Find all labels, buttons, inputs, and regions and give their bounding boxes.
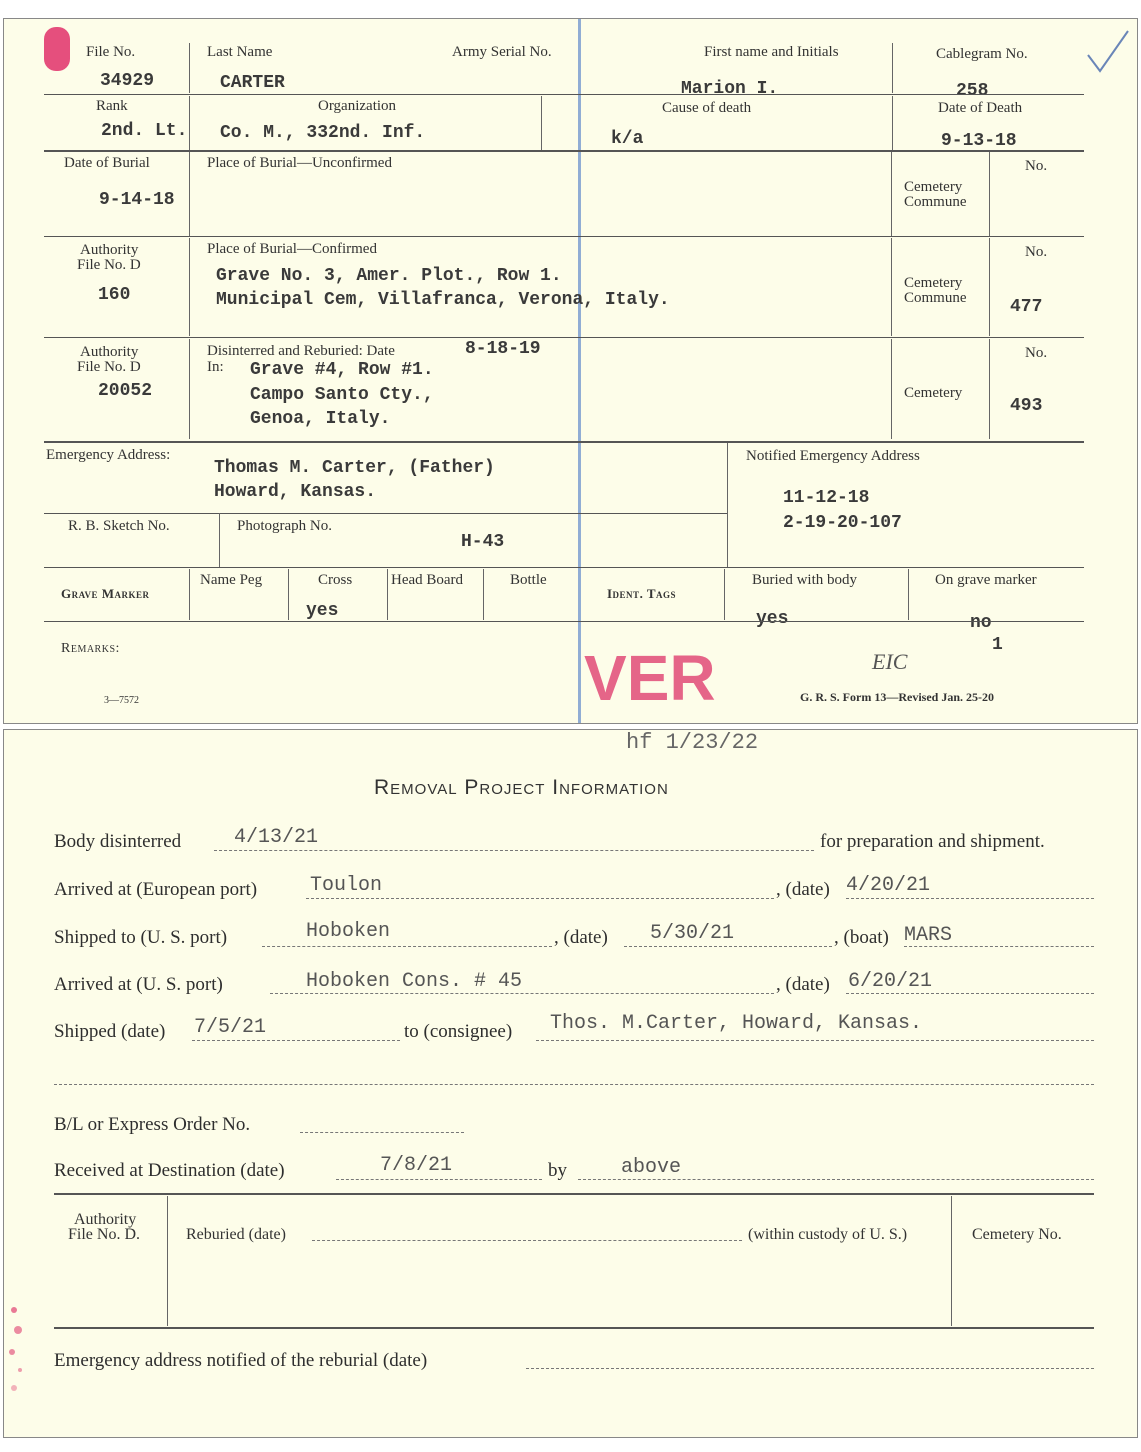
initials-signature: EIC (872, 649, 908, 674)
check-mark-icon (1084, 27, 1132, 75)
arrived-european-value: Toulon (310, 874, 383, 897)
disinterred-label: Disinterred and Reburied: Date (207, 343, 395, 359)
form-code: 3—7572 (104, 695, 139, 706)
army-serial-label: Army Serial No. (452, 44, 552, 60)
authority-label-1: Authority (80, 242, 139, 258)
date-of-burial-label: Date of Burial (64, 155, 150, 171)
arrived-us-date: 6/20/21 (848, 970, 933, 993)
remarks-label: Remarks: (61, 641, 120, 656)
file-no-value: 34929 (100, 71, 155, 91)
organization-label: Organization (318, 98, 397, 114)
emergency-address-line1: Thomas M. Carter, (Father) (214, 458, 495, 478)
head-board-label: Head Board (391, 572, 464, 588)
authority-label-2: Authority (80, 344, 139, 360)
received-date-value: 7/8/21 (380, 1154, 453, 1177)
received-destination-label: Received at Destination (date) (54, 1160, 285, 1181)
no-label-1: No. (1025, 158, 1048, 174)
date-of-death-value: 9-13-18 (941, 131, 1017, 151)
arrived-european-date: 4/20/21 (846, 874, 931, 897)
form-name: G. R. S. Form 13—Revised Jan. 25-20 (800, 690, 994, 704)
photograph-no-label: Photograph No. (237, 518, 332, 534)
buried-with-body-label: Buried with body (752, 572, 857, 588)
red-stamp: VER (584, 642, 716, 714)
shipped-us-date-label: , (date) (554, 927, 608, 948)
cablegram-label: Cablegram No. (936, 46, 1028, 62)
first-name-label: First name and Initials (704, 44, 839, 60)
reburied-date-label: Reburied (date) (186, 1226, 286, 1243)
boat-value: MARS (904, 924, 953, 947)
arrived-us-value: Hoboken Cons. # 45 (306, 970, 523, 993)
authority-file-label: File No. D. (68, 1226, 140, 1243)
bottle-label: Bottle (510, 572, 547, 588)
ident-tags-label: Ident. Tags (607, 586, 677, 601)
last-name-value: CARTER (220, 73, 285, 93)
cross-label: Cross (318, 572, 353, 588)
place-confirmed-line1: Grave No. 3, Amer. Plot., Row 1. (216, 266, 562, 286)
reburied-line3: Genoa, Italy. (250, 409, 391, 429)
received-by-value: above (621, 1156, 682, 1179)
on-grave-marker-value: no (970, 613, 992, 633)
boat-label: , (boat) (834, 927, 889, 948)
sketch-no-label: R. B. Sketch No. (68, 518, 170, 534)
commune-label-2: Commune (904, 290, 967, 306)
arrived-european-date-label: , (date) (776, 879, 830, 900)
cross-value: yes (306, 601, 339, 621)
confirmed-cemetery-no: 477 (1010, 297, 1043, 317)
card-title: Removal Project Information (374, 776, 669, 799)
consignee-label: to (consignee) (404, 1021, 513, 1042)
organization-value: Co. M., 332nd. Inf. (220, 123, 426, 143)
last-name-label: Last Name (207, 44, 273, 60)
on-grave-marker-label: On grave marker (935, 572, 1037, 588)
photograph-no-value: H-43 (461, 532, 505, 552)
arrived-european-label: Arrived at (European port) (54, 879, 258, 900)
authority-value-1: 160 (98, 285, 131, 305)
cemetery-label-1: Cemetery (904, 179, 963, 195)
authority-value-2: 20052 (98, 381, 153, 401)
cablegram-value: 258 (956, 81, 989, 101)
place-confirmed-line2: Municipal Cem, Villafranca, Verona, Italy. (216, 290, 670, 310)
no-label-3: No. (1025, 345, 1048, 361)
cemetery-no-label: Cemetery No. (972, 1226, 1062, 1243)
authority-file-label-2: File No. D (77, 359, 141, 375)
for-preparation-label: for preparation and shipment. (820, 831, 1045, 852)
cemetery-label-2: Cemetery (904, 275, 963, 291)
notified-line1: 11-12-18 (783, 488, 870, 508)
cause-of-death-label: Cause of death (662, 100, 752, 116)
first-name-value: Marion I. (681, 79, 779, 99)
shipped-date-value: 7/5/21 (194, 1016, 267, 1039)
red-tab-marker (44, 27, 70, 71)
burial-card-front (3, 18, 1138, 724)
commune-label-1: Commune (904, 194, 967, 210)
reburied-line1: Grave #4, Row #1. (250, 360, 434, 380)
emergency-notified-label: Emergency address notified of the reburial (date) (54, 1350, 428, 1371)
red-ink-smudge (4, 1300, 30, 1400)
shipped-us-label: Shipped to (U. S. port) (54, 927, 228, 948)
arrived-us-label: Arrived at (U. S. port) (54, 974, 223, 995)
body-disinterred-value: 4/13/21 (234, 826, 319, 849)
consignee-value: Thos. M.Carter, Howard, Kansas. (550, 1012, 923, 1035)
in-label: In: (207, 359, 224, 375)
body-disinterred-label: Body disinterred (54, 831, 182, 852)
removal-project-card (3, 729, 1138, 1438)
shipped-us-date: 5/30/21 (650, 922, 735, 945)
reburied-cemetery-no: 493 (1010, 396, 1043, 416)
name-peg-label: Name Peg (200, 572, 263, 588)
blue-pencil-line (578, 19, 581, 723)
shipped-us-value: Hoboken (306, 920, 391, 943)
top-note: hf 1/23/22 (626, 730, 759, 755)
emergency-address-line2: Howard, Kansas. (214, 482, 377, 502)
custody-label: (within custody of U. S.) (748, 1226, 908, 1243)
place-unconfirmed-label: Place of Burial—Unconfirmed (207, 155, 392, 171)
by-label: by (548, 1160, 567, 1181)
shipped-date-label: Shipped (date) (54, 1021, 166, 1042)
disinterred-date: 8-18-19 (465, 339, 541, 359)
rank-label: Rank (96, 98, 128, 114)
date-of-death-label: Date of Death (938, 100, 1023, 116)
grave-marker-label: Grave Marker (61, 586, 150, 601)
date-of-burial-value: 9-14-18 (99, 190, 175, 210)
authority-label: Authority (74, 1211, 137, 1228)
arrived-us-date-label: , (date) (776, 974, 830, 995)
on-grave-marker-count: 1 (992, 635, 1003, 655)
no-label-2: No. (1025, 244, 1048, 260)
emergency-address-label: Emergency Address: (46, 447, 171, 463)
place-confirmed-label: Place of Burial—Confirmed (207, 241, 377, 257)
cause-of-death-value: k/a (611, 129, 644, 149)
authority-file-label-1: File No. D (77, 257, 141, 273)
reburied-line2: Campo Santo Cty., (250, 385, 434, 405)
bl-express-label: B/L or Express Order No. (54, 1114, 251, 1135)
rank-value: 2nd. Lt. (101, 121, 188, 141)
file-no-label: File No. (86, 44, 136, 60)
buried-with-body-value: yes (756, 609, 789, 629)
cemetery-label-3: Cemetery (904, 385, 963, 401)
notified-emergency-label: Notified Emergency Address (746, 448, 920, 464)
notified-line2: 2-19-20-107 (783, 513, 902, 533)
